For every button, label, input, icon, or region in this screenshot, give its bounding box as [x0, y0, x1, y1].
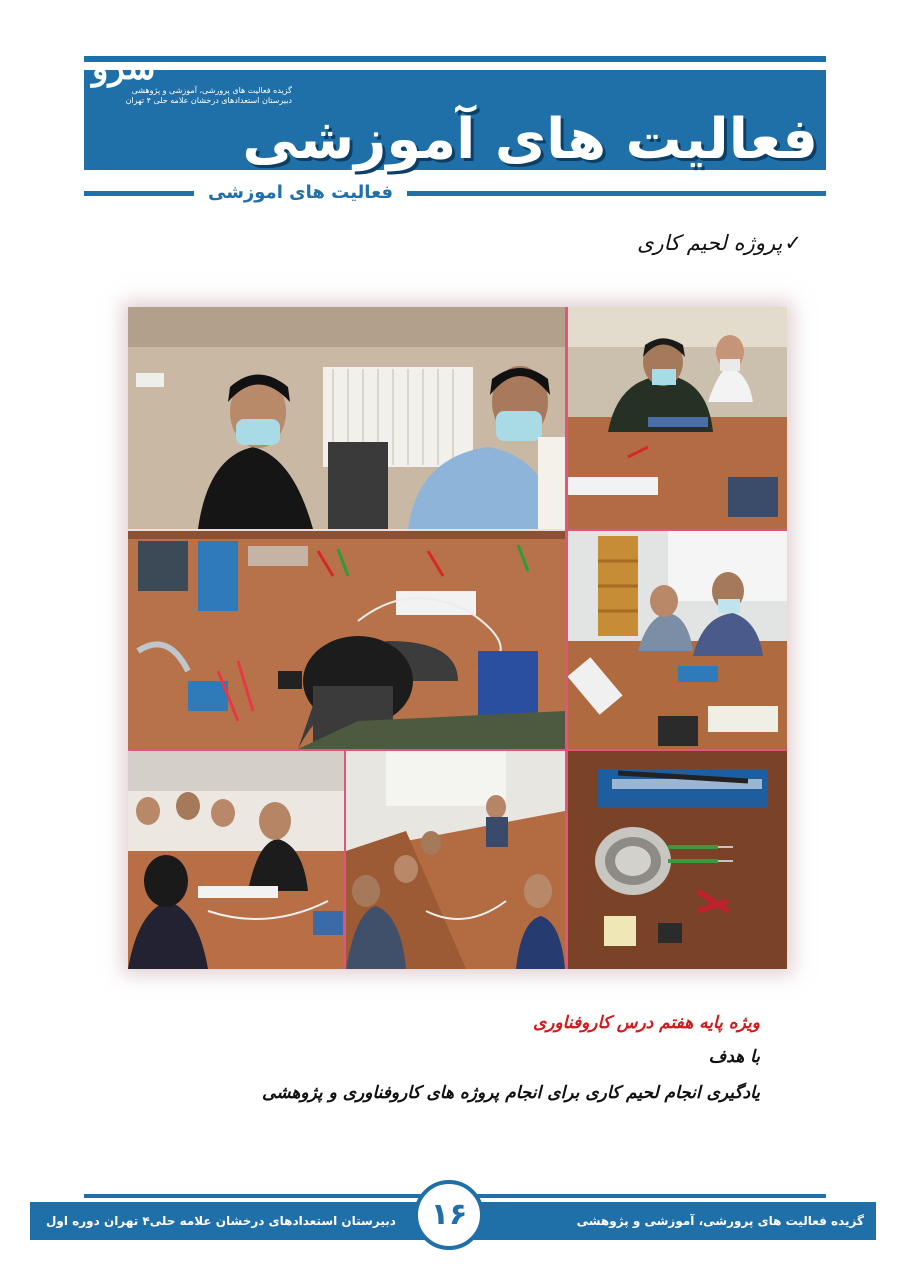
collage-divider [565, 307, 568, 969]
caption-goal-text: یادگیری انجام لحیم کاری برای انجام پروژه های کاروفناوری و پژوهشی [262, 1083, 760, 1103]
subtitle-bar [84, 178, 826, 208]
collage-divider [568, 529, 787, 531]
logo-school-name: دبیرستان استعدادهای درخشان علامه حلی ۴ تهران [125, 96, 292, 105]
check-mark-icon: ✓ [784, 231, 802, 255]
collage-divider [128, 749, 787, 751]
photo-workbench-tools [128, 531, 565, 749]
page-subtitle: فعالیت های اموزشی [194, 178, 407, 208]
caption-grade: ویژه پایه هفتم درس کاروفناوری [532, 1013, 760, 1033]
collage-divider [344, 751, 346, 969]
photo-students-front [128, 307, 565, 529]
page-title: فعالیت های آموزشی [242, 107, 818, 172]
footer-publication-title: گزیده فعالیت های پرورشی، آموزشی و پژوهشی [576, 1214, 864, 1228]
section-heading-text: پروژه لحیم کاری [637, 231, 783, 255]
photo-class-wide [346, 751, 565, 969]
photo-two-students-workshop [568, 531, 787, 749]
page-number: ۱۶ [430, 1197, 468, 1232]
photo-teacher-table [568, 307, 787, 529]
section-heading [637, 226, 802, 260]
logo-mark: سرو [92, 48, 156, 88]
photo-soldering-kit [568, 751, 787, 969]
footer-school-name: دبیرستان استعدادهای درخشان علامه حلی۴ تهران دوره اول [46, 1214, 396, 1228]
logo-tagline: گزیده فعالیت های پرورشی، آموزشی و پژوهشی [131, 86, 292, 95]
caption-goal-label: با هدف [708, 1047, 760, 1067]
photo-collage [128, 307, 787, 969]
photo-class-left [128, 751, 344, 969]
